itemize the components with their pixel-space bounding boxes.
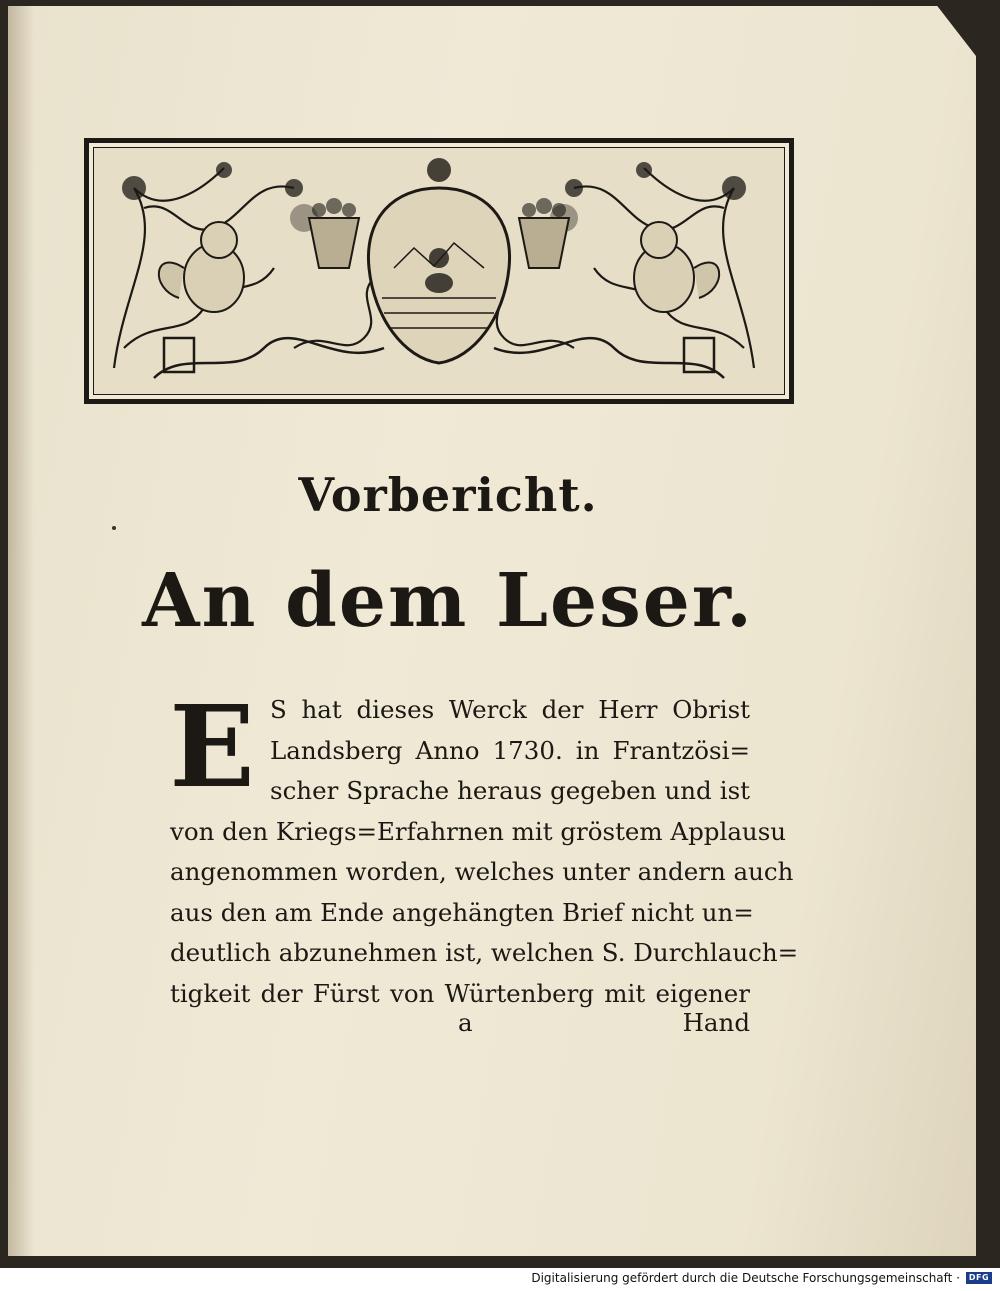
text-line: Landsberg Anno 1730. in Frantzösi= xyxy=(270,735,750,765)
text-line: deutlich abzunehmen ist, welchen S. Durchlauch= xyxy=(170,938,799,967)
ornament-illustration xyxy=(94,148,784,394)
headpiece-inner-frame xyxy=(93,147,785,395)
woodcut-headpiece xyxy=(84,138,794,404)
text-line: aus den am Ende angehängten Brief nicht un= xyxy=(170,897,754,927)
preface-heading: Vorbericht. xyxy=(298,468,598,522)
drop-cap-initial: E xyxy=(169,682,255,813)
text-line: von den Kriegs=Erfahrnen mit gröstem Applausu xyxy=(170,816,787,846)
text-line: scher Sprache heraus gegeben und ist xyxy=(270,776,750,805)
ink-speck xyxy=(112,526,116,530)
signature-mark: a xyxy=(458,1008,473,1037)
digitization-credit xyxy=(531,1269,992,1287)
catchword: Hand xyxy=(682,1008,750,1037)
body-paragraph xyxy=(169,682,799,1014)
reader-address-heading: An dem Leser. xyxy=(142,558,754,644)
page-footer-marks xyxy=(170,1008,750,1048)
text-line: tigkeit der Fürst von Würtenberg mit eigener xyxy=(170,978,750,1008)
dfg-logo: DFG xyxy=(966,1272,992,1284)
text-line: S hat dieses Werck der Herr Obrist xyxy=(270,695,750,724)
credit-text: Digitalisierung gefördert durch die Deutsche Forschungsgemeinschaft · xyxy=(531,1271,960,1285)
text-line: angenommen worden, welches unter andern auch xyxy=(170,857,794,886)
